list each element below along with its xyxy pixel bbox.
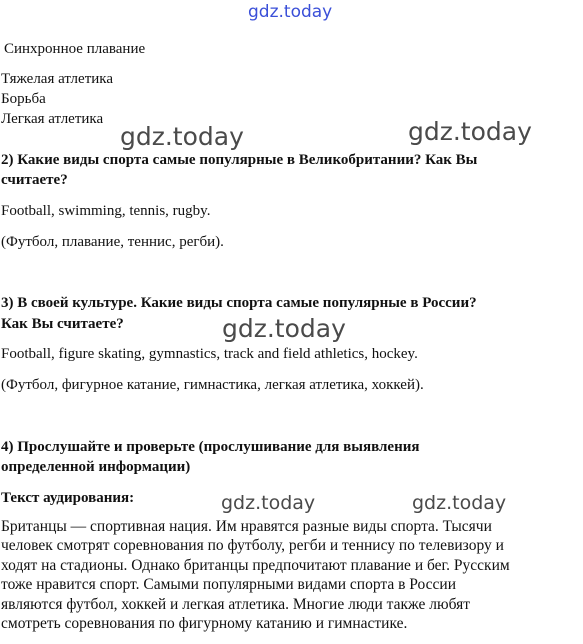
- answer-2-english: Football, swimming, tennis, rugby.: [1, 203, 211, 219]
- sport-item: Синхронное плавание: [4, 41, 146, 57]
- audio-text-line: человек смотрят соревнования по футболу, регби и теннису по телевизору и: [1, 537, 504, 555]
- sport-item: Тяжелая атлетика: [1, 71, 114, 87]
- sport-item: Борьба: [1, 91, 46, 107]
- answer-3-english: Football, figure skating, gymnastics, track and field athletics, hockey.: [1, 346, 418, 362]
- audio-text-line: являются футбол, хоккей и легкая атлетика. Многие люди также любят: [1, 595, 471, 613]
- audio-text: [1, 517, 581, 633]
- audio-text-line: тоже нравится спорт. Самыми популярными видами спорта в России: [1, 576, 456, 594]
- watermark: gdz.today: [120, 122, 244, 151]
- audio-text-line: смотреть соревнования по фигурному катанию и гимнастике.: [1, 615, 408, 633]
- watermark-top: gdz.today: [248, 2, 333, 22]
- question-4-line: 4) Прослушайте и проверьте (прослушивание для выявления: [1, 439, 420, 455]
- watermark: gdz.today: [412, 492, 507, 514]
- question-3-line: 3) В своей культуре. Какие виды спорта самые популярные в России?: [1, 295, 477, 311]
- answer-3-russian: (Футбол, фигурное катание, гимнастика, легкая атлетика, хоккей).: [1, 377, 424, 393]
- sport-item: Легкая атлетика: [1, 111, 104, 127]
- question-4-line: определенной информации): [1, 459, 191, 475]
- watermark: gdz.today: [222, 314, 346, 343]
- audio-heading: Текст аудирования:: [1, 490, 135, 506]
- audio-text-line: Британцы — спортивная нация. Им нравятся разные виды спорта. Тысячи: [1, 518, 492, 535]
- audio-text-line: ходят на стадионы. Однако британцы предпочитают плавание и бег. Русским: [1, 556, 510, 574]
- watermark: gdz.today: [408, 117, 532, 146]
- question-2-line: считаете?: [1, 172, 68, 188]
- question-2-line: 2) Какие виды спорта самые популярные в Великобритании? Как Вы: [1, 152, 478, 168]
- answer-2-russian: (Футбол, плавание, теннис, регби).: [1, 234, 224, 250]
- watermark: gdz.today: [221, 492, 316, 514]
- question-3-line: Как Вы считаете?: [1, 316, 124, 332]
